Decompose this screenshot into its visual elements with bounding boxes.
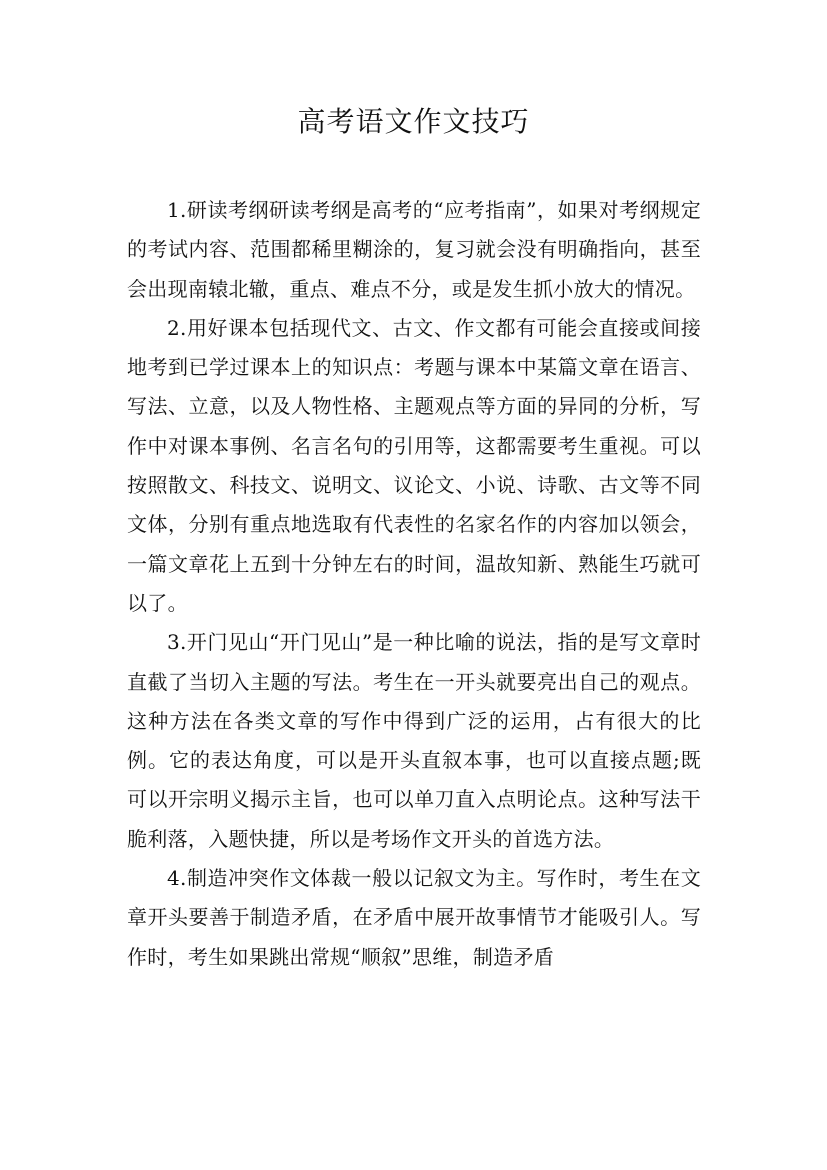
paragraph-2: 2.用好课本包括现代文、古文、作文都有可能会直接或间接地考到已学过课本上的知识点：考题与课本中某篇文章在语言、写法、立意，以及人物性格、主题观点等方面的异同的分析，写作中对课本事例、名言名句的引用等，这都需要考生重视。可以按照散文、科技文、说明文、议论文、小说、诗歌、古文等不同文体，分别有重点地选取有代表性的名家名作的内容加以领会，一篇文章花上五到十分钟左右的时间，温故知新、熟能生巧就可以了。 xyxy=(127,315,701,615)
paragraph-4: 4.制造冲突作文体裁一般以记叙文为主。写作时，考生在文章开头要善于制造矛盾，在矛盾中展开故事情节才能吸引人。写作时，考生如果跳出常规“顺叙”思维，制造矛盾 xyxy=(127,866,701,969)
paragraph-1: 1.研读考纲研读考纲是高考的“应考指南”，如果对考纲规定的考试内容、范围都稀里糊涂的，复习就会没有明确指向，甚至会出现南辕北辙，重点、难点不分，或是发生抓小放大的情况。 xyxy=(127,198,701,301)
document-body xyxy=(127,191,701,977)
paragraph-3: 3.开门见山“开门见山”是一种比喻的说法，指的是写文章时直截了当切入主题的写法。考生在一开头就要亮出自己的观点。这种方法在各类文章的写作中得到广泛的运用，占有很大的比例。它的表达角度，可以是开头直叙本事，也可以直接点题;既可以开宗明义揭示主旨，也可以单刀直入点明论点。这种写法干脆利落，入题快捷，所以是考场作文开头的首选方法。 xyxy=(127,630,701,851)
document-title: 高考语文作文技巧 xyxy=(297,105,530,138)
